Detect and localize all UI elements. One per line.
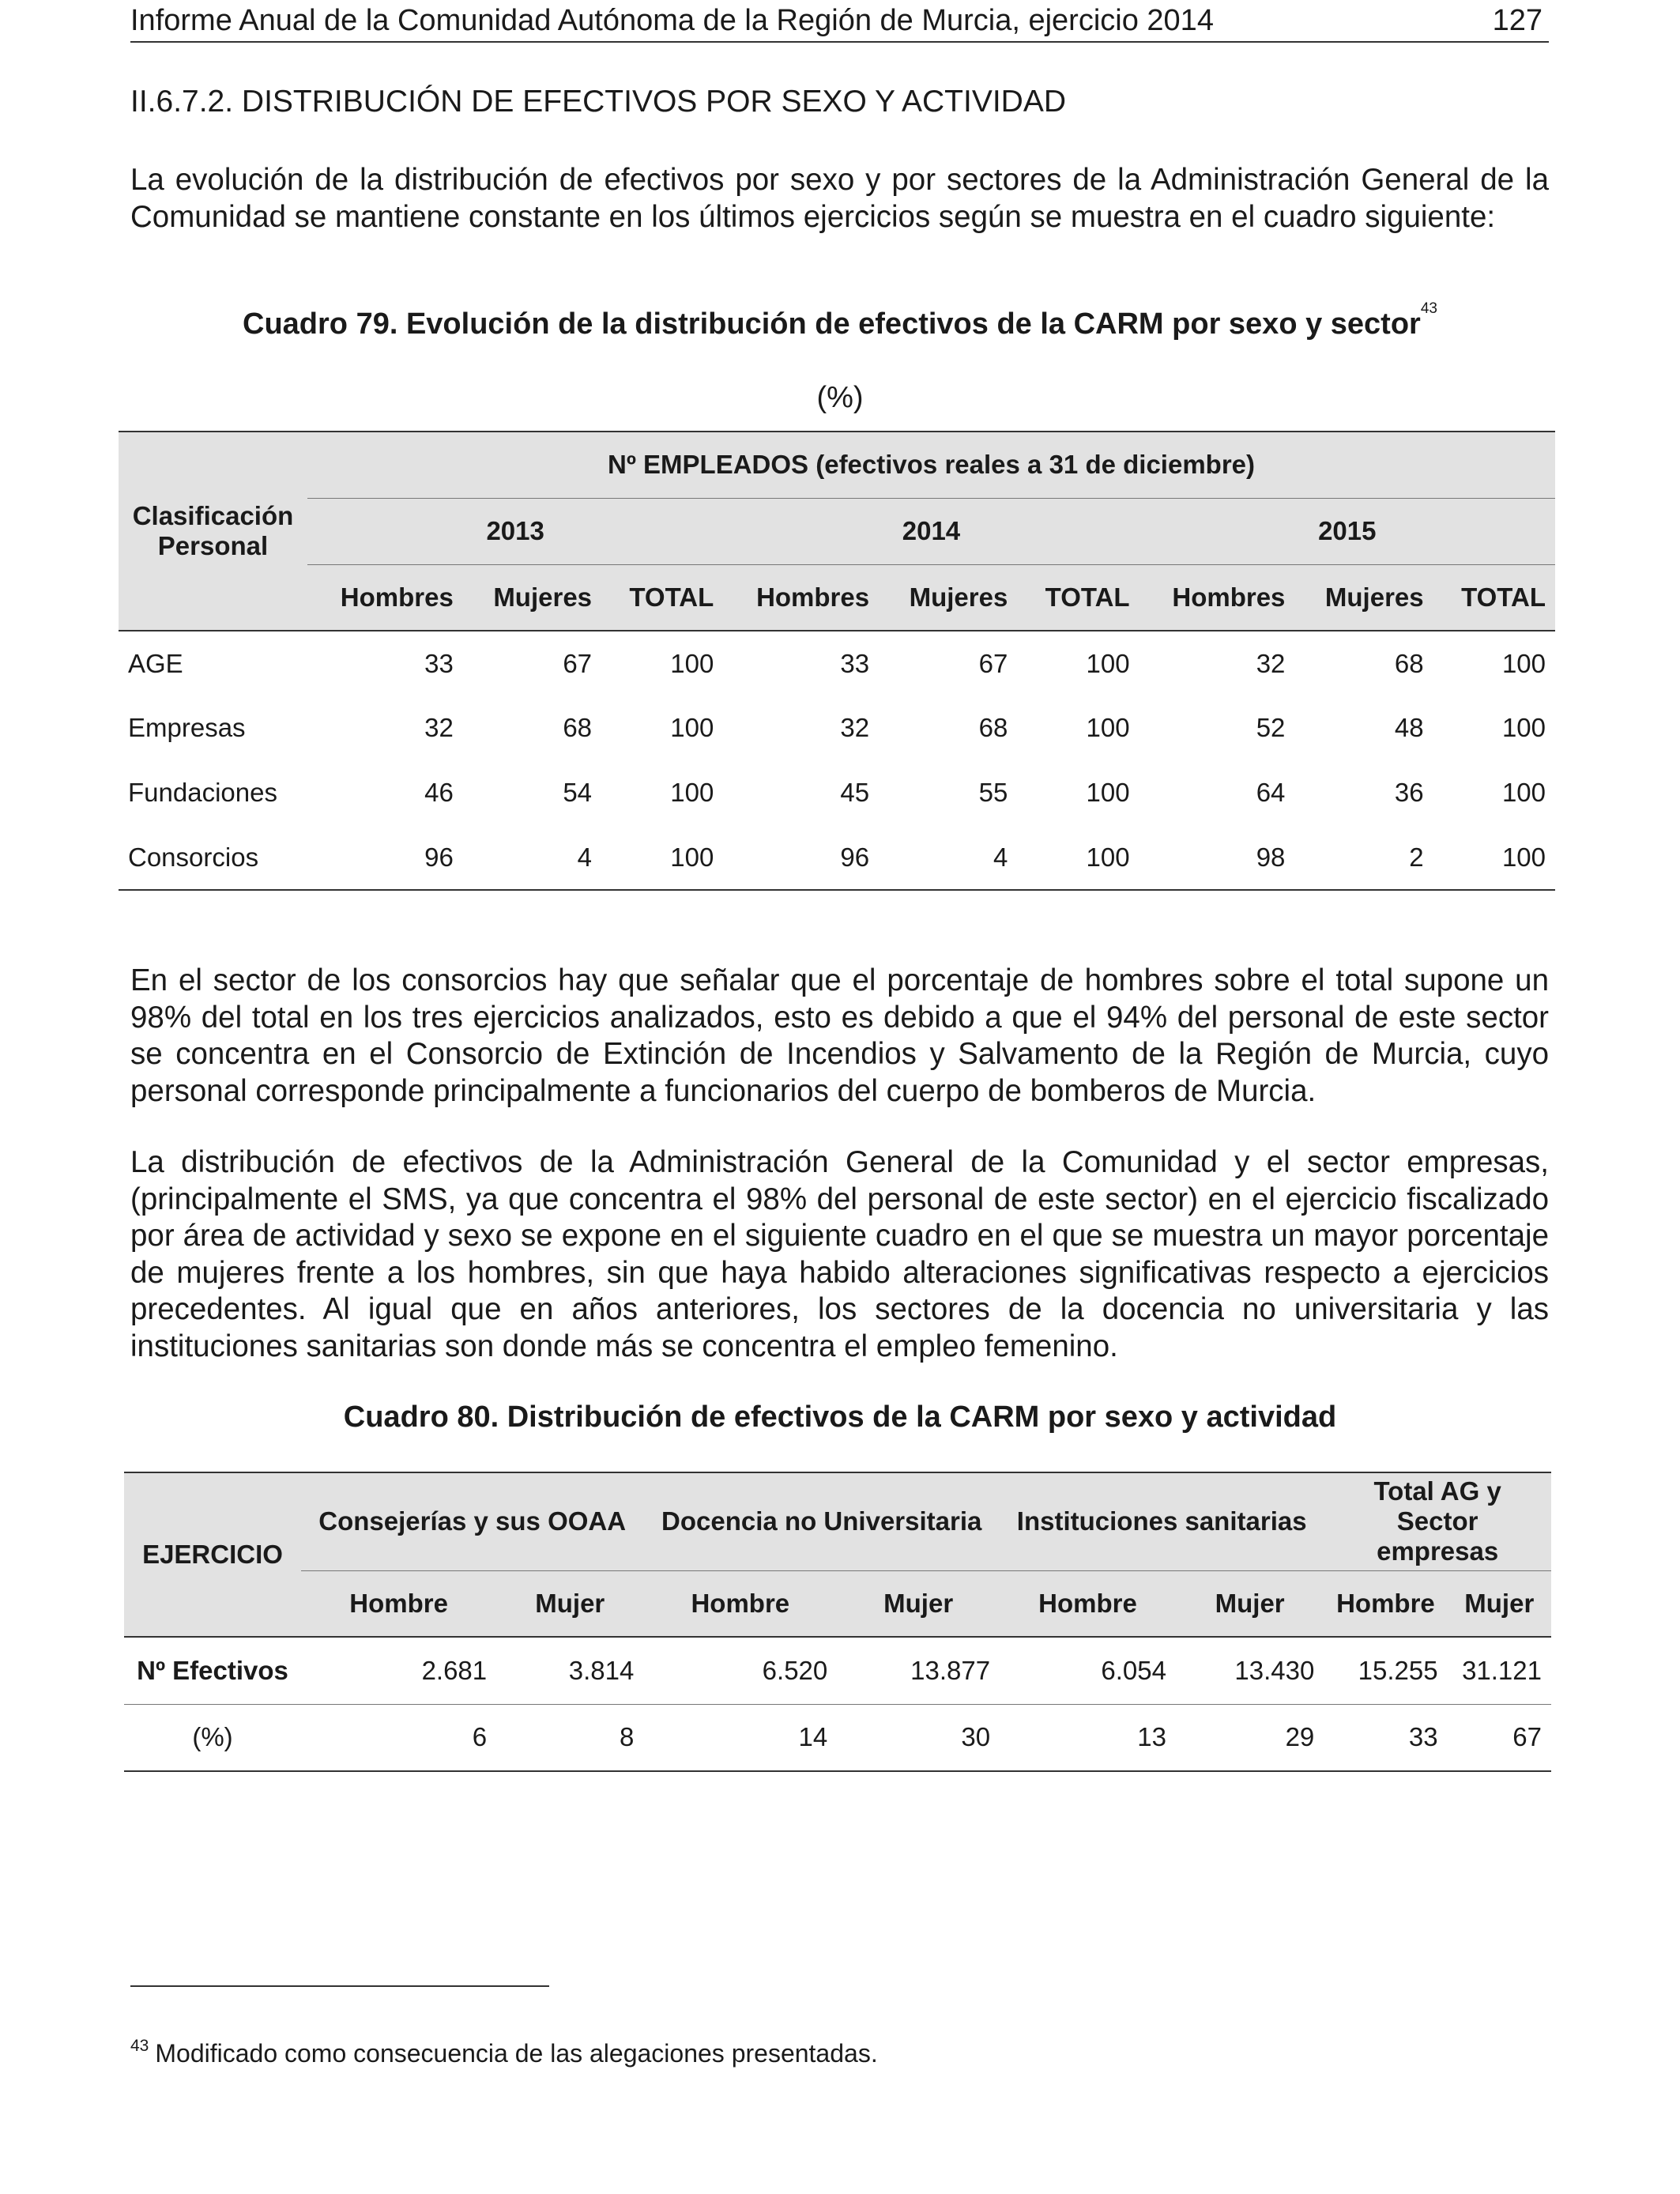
cell: 100	[670, 778, 714, 807]
cell: 100	[1086, 713, 1130, 742]
row-label: AGE	[119, 631, 307, 696]
cell: 6	[301, 1704, 496, 1771]
cell: 67	[1448, 1704, 1551, 1771]
cell: 3.814	[496, 1637, 643, 1704]
cell: 36	[1394, 778, 1424, 807]
subheader: Mujer	[1176, 1570, 1324, 1637]
cell: 68	[1294, 631, 1433, 696]
cell: 13.430	[1176, 1637, 1324, 1704]
cell: 100	[601, 825, 723, 890]
cell: 100	[1433, 631, 1555, 696]
cell: 8	[496, 1704, 643, 1771]
table-row	[119, 631, 1555, 696]
cell: 32	[840, 713, 870, 742]
ejercicio-header: EJERCICIO	[124, 1472, 301, 1637]
cell: 68	[563, 713, 593, 742]
cell: 30	[837, 1704, 1000, 1771]
footnote-ref: 43	[1420, 300, 1437, 317]
footnote-text: Modificado como consecuencia de las alegaciones presentadas.	[155, 2039, 878, 2068]
row-label: Empresas	[128, 713, 246, 742]
subheader: Mujer	[496, 1570, 643, 1637]
cell: 14	[643, 1704, 837, 1771]
cell: 100	[1501, 778, 1546, 807]
cell: 52	[1256, 713, 1286, 742]
table-row	[119, 696, 1555, 760]
footnote-number: 43	[130, 2037, 149, 2055]
year-header: 2015	[1139, 498, 1555, 564]
cell: 2.681	[301, 1637, 496, 1704]
employees-group-header: Nº EMPLEADOS (efectivos reales a 31 de diciembre)	[307, 432, 1555, 498]
cuadro80-caption: Cuadro 80. Distribución de efectivos de la CARM por sexo y actividad	[343, 1400, 1337, 1434]
cell: 31.121	[1448, 1637, 1551, 1704]
subheader: Mujeres	[879, 564, 1017, 631]
subheader: Hombre	[1000, 1570, 1176, 1637]
cell: 4	[463, 825, 601, 890]
subheader: Hombre	[1324, 1570, 1447, 1637]
cell: 32	[1139, 631, 1295, 696]
cell: 4	[879, 825, 1017, 890]
subheader: TOTAL	[601, 564, 723, 631]
cuadro80-table	[124, 1472, 1551, 1772]
row-label: (%)	[124, 1704, 301, 1771]
classification-header: Clasificación Personal	[119, 432, 307, 631]
consorcios-paragraph: En el sector de los consorcios hay que señalar que el porcentaje de hombres sobre el total supone un 98% del total en los tres ejercicios analizados, esto es debido a que el 94% del personal de este sector se concentra en el Consorcio de Extinción de Incendios y Salvamento de la Región de Murcia, cuyo personal corresponde principalmente a funcionarios del cuerpo de bomberos de Murcia.	[130, 963, 1549, 1108]
subheader: Mujer	[1448, 1570, 1551, 1637]
subheader: Mujeres	[463, 564, 601, 631]
row-label: Nº Efectivos	[124, 1637, 301, 1704]
cell: 33	[307, 631, 463, 696]
cell: 13.877	[837, 1637, 1000, 1704]
row-label: Fundaciones	[128, 778, 277, 807]
cell: 32	[424, 713, 454, 742]
intro-paragraph: La evolución de la distribución de efectivos por sexo y por sectores de la Administración General de la Comunidad se mantiene constante en los últimos ejercicios según se muestra en el cuadro siguiente:	[130, 163, 1549, 234]
subheader: Mujeres	[1294, 564, 1433, 631]
group-header: Total AG y Sector empresas	[1324, 1472, 1551, 1570]
cell: 2	[1294, 825, 1433, 890]
table-row	[124, 1637, 1551, 1704]
subheader: Hombre	[301, 1570, 496, 1637]
cell: 96	[307, 825, 463, 890]
cell: 100	[1017, 825, 1139, 890]
cuadro79-caption	[119, 300, 1561, 344]
cell: 48	[1394, 713, 1424, 742]
cell: 6.054	[1000, 1637, 1176, 1704]
cell: 55	[978, 778, 1008, 807]
cell: 46	[424, 778, 454, 807]
footnote-divider	[130, 1985, 549, 1987]
cell: 96	[723, 825, 879, 890]
cell: 100	[1086, 778, 1130, 807]
section-heading: II.6.7.2. DISTRIBUCIÓN DE EFECTIVOS POR SEXO Y ACTIVIDAD	[130, 85, 1067, 119]
group-header: Instituciones sanitarias	[1000, 1472, 1324, 1570]
cell: 98	[1139, 825, 1295, 890]
subheader: Hombres	[1139, 564, 1295, 631]
subheader: Mujer	[837, 1570, 1000, 1637]
subheader: Hombre	[643, 1570, 837, 1637]
cell: 6.520	[643, 1637, 837, 1704]
cell: 67	[879, 631, 1017, 696]
cell: 29	[1176, 1704, 1324, 1771]
group-header: Docencia no Universitaria	[643, 1472, 1000, 1570]
year-header: 2013	[307, 498, 723, 564]
cuadro79-table	[119, 431, 1555, 891]
cell: 15.255	[1324, 1637, 1447, 1704]
group-header: Consejerías y sus OOAA	[301, 1472, 643, 1570]
cell: 100	[1017, 631, 1139, 696]
table-row	[119, 825, 1555, 890]
footnote	[130, 2038, 878, 2069]
cell: 68	[978, 713, 1008, 742]
year-header: 2014	[723, 498, 1139, 564]
cell: 100	[1433, 825, 1555, 890]
table-row	[119, 760, 1555, 825]
cuadro79-unit: (%)	[816, 381, 864, 414]
cell: 100	[601, 631, 723, 696]
cell: 33	[723, 631, 879, 696]
table-row	[124, 1704, 1551, 1771]
cell: 64	[1256, 778, 1286, 807]
cell: 100	[1501, 713, 1546, 742]
cell: 13	[1000, 1704, 1176, 1771]
cell: 67	[463, 631, 601, 696]
cell: 45	[840, 778, 870, 807]
cell: 100	[670, 713, 714, 742]
cuadro79-caption-text: Cuadro 79. Evolución de la distribución de efectivos de la CARM por sexo y sector	[243, 307, 1421, 341]
cell: 54	[563, 778, 593, 807]
running-header	[130, 2, 1549, 43]
document-title: Informe Anual de la Comunidad Autónoma de la Región de Murcia, ejercicio 2014	[130, 4, 1214, 37]
distribucion-paragraph: La distribución de efectivos de la Administración General de la Comunidad y el sector empresas, (principalmente el SMS, ya que concentra el 98% del personal de este sector) en el ejercicio fiscalizado por área de actividad y sexo se expone en el siguiente cuadro en el que se muestra un mayor porcentaje de mujeres frente a los hombres, sin que haya habido alteraciones significativas respecto a ejercicios precedentes. Al igual que en años anteriores, los sectores de la docencia no universitaria y las instituciones sanitarias son donde más se concentra el empleo femenino.	[130, 1145, 1549, 1363]
subheader: TOTAL	[1433, 564, 1555, 631]
subheader: TOTAL	[1017, 564, 1139, 631]
page-number: 127	[1492, 4, 1543, 37]
subheader: Hombres	[307, 564, 463, 631]
row-label: Consorcios	[119, 825, 307, 890]
subheader: Hombres	[723, 564, 879, 631]
cell: 33	[1324, 1704, 1447, 1771]
